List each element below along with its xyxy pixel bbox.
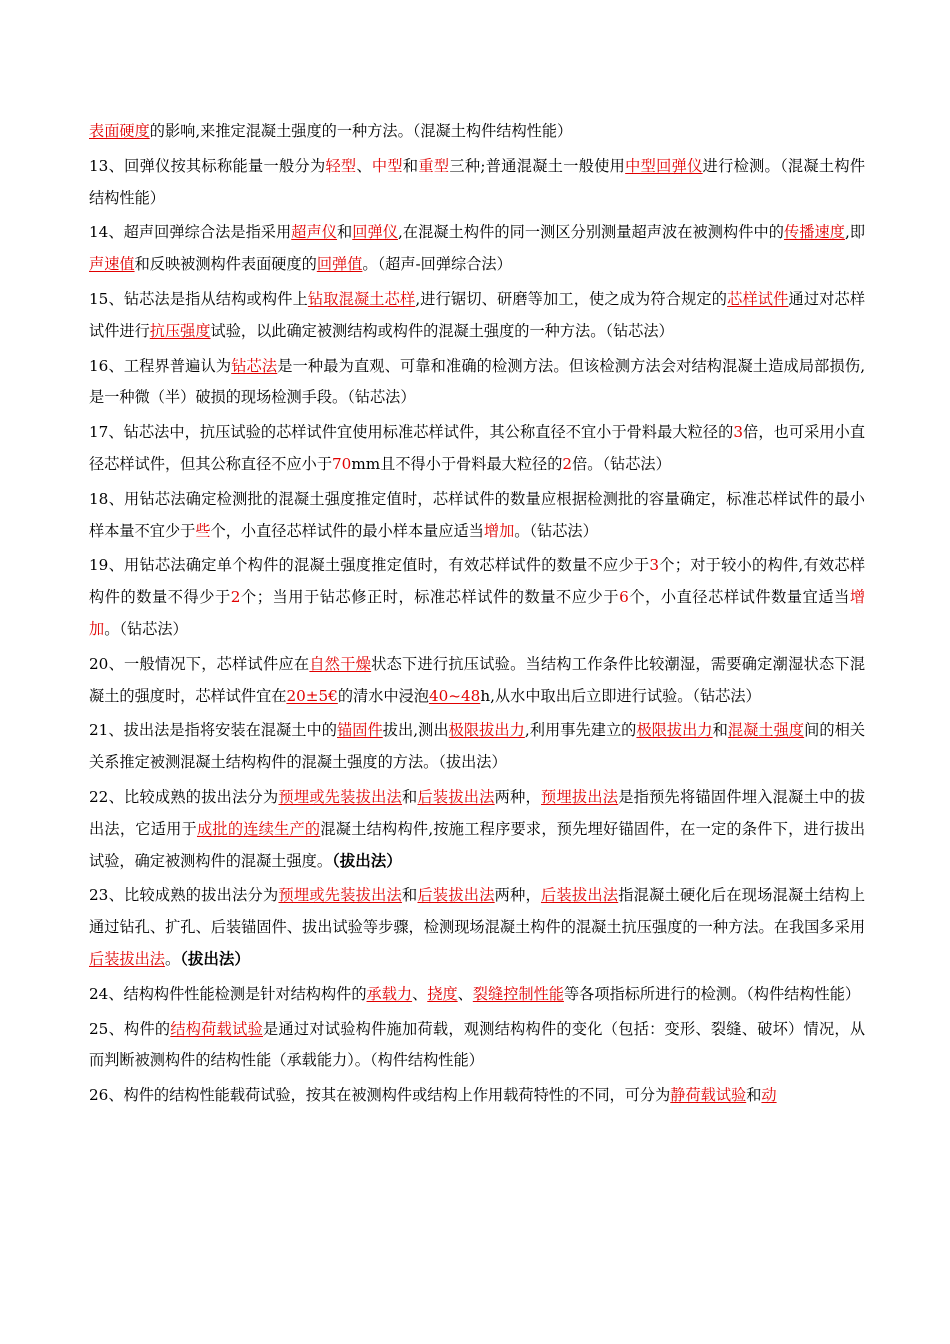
text-run: ,进行锯切、研磨等加工，使之成为符合规定的	[415, 289, 728, 308]
text-run: 的影响,来推定混凝土强度的一种方法。（混凝土构件结构性能）	[149, 122, 573, 140]
underlined-answer: 抗压强度	[149, 321, 211, 340]
underlined-answer: 中型回弹仪	[625, 156, 703, 175]
paragraph	[89, 880, 865, 975]
section-tag: （拔出法）	[180, 949, 250, 968]
underlined-answer: 锚固件	[337, 721, 383, 740]
text-run: 和	[402, 787, 418, 806]
text-run: 状态下进行抗压试验。当结构工作条件比较潮湿，需要确定潮湿状态下混凝土的强度时，芯样试件宜在	[89, 654, 866, 705]
underlined-answer: 极限拔出力	[636, 721, 713, 740]
text-run: 20、一般情况下，芯样试件应在	[89, 654, 310, 673]
text-run: 14、超声回弹综合法是指采用	[89, 223, 292, 242]
text-run: 。（钻芯法）	[104, 619, 188, 638]
highlighted-answer: 3	[649, 556, 660, 575]
highlighted-answer: 6	[619, 588, 629, 607]
text-run: 个；对于较小的构件,有效芯样构件的数量不得少于	[89, 556, 866, 607]
highlighted-answer: 2	[562, 454, 573, 473]
text-run: 和	[402, 886, 418, 905]
text-run: 指混凝土硬化后在现场混凝土结构上通过钻孔、扩孔、后装锚固件、拔出试验等步骤，检测现场混凝土构件的混凝土抗压强度的一种方法。在我国多采用	[89, 886, 866, 937]
underlined-answer: 预埋拔出法	[541, 787, 619, 806]
text-run: 。（钻芯法）	[514, 521, 598, 540]
text-run: 24、结构构件性能检测是针对结构构件的	[89, 984, 367, 1003]
text-run: 和	[402, 156, 419, 175]
text-run: 13、回弹仪按其标称能量一般分为	[89, 156, 326, 175]
text-run: 23、比较成熟的拔出法分为	[89, 886, 279, 905]
paragraph	[89, 351, 865, 415]
text-run: 倍。（钻芯法）	[572, 454, 671, 473]
text-run: 。（超声-回弹综合法）	[362, 255, 512, 274]
underlined-answer: 动	[761, 1086, 777, 1105]
paragraph	[89, 484, 865, 548]
text-run: 进行检测。（混凝土构件结构性能）	[89, 156, 866, 207]
highlighted-answer: 重型	[418, 156, 450, 175]
document-page	[89, 116, 865, 1115]
text-run: 等各项指标所进行的检测。（构件结构性能）	[563, 984, 861, 1003]
text-run: 三种;普通混凝土一般使用	[449, 156, 626, 175]
text-run: 混凝土结构构件,按施工程序要求，预先埋好锚固件，在一定的条件下，进行拔出试验，确定被测构件的混凝土强度。	[89, 819, 866, 870]
paragraph	[89, 649, 865, 713]
underlined-answer: 传播速度	[783, 223, 845, 242]
underlined-answer: 回弹仪	[352, 223, 399, 242]
highlighted-answer: 70	[332, 454, 352, 473]
text-run: 、	[356, 156, 372, 175]
text-run: mm且不得小于骨料最大粒径的	[351, 454, 563, 473]
underlined-answer: 预埋或先装拔出法	[278, 787, 402, 806]
text-run: 26、构件的结构性能载荷试验，按其在被测构件或结构上作用载荷特性的不同，可分为	[89, 1086, 671, 1105]
text-run: 两种，	[494, 886, 541, 905]
underlined-answer: 芯样试件	[727, 289, 789, 308]
text-run: 25、构件的	[89, 1019, 171, 1038]
underlined-answer: 混凝土强度	[727, 721, 805, 740]
text-run: 。	[164, 949, 181, 968]
highlighted-answer: 轻型	[325, 156, 357, 175]
underlined-answer: 钻取混凝土芯样	[307, 289, 416, 308]
underlined-answer: 裂缝控制性能	[472, 984, 564, 1003]
underlined-answer: 挠度	[427, 984, 458, 1003]
text-run: 和	[746, 1086, 762, 1105]
paragraph	[89, 116, 865, 148]
text-run: 和	[712, 721, 728, 740]
text-run: 17、钻芯法中，抗压试验的芯样试件宜使用标准芯样试件，其公称直径不宜小于骨料最大粒径的	[89, 423, 734, 442]
paragraph	[89, 550, 865, 645]
text-run: 拔出,测出	[382, 721, 449, 740]
text-run: 两种，	[494, 787, 541, 806]
text-run: 和反映被测构件表面硬度的	[134, 255, 317, 274]
text-run: 15、钻芯法是指从结构或构件上	[89, 289, 308, 308]
underlined-answer: 表面硬度	[89, 122, 150, 140]
underlined-answer: 静荷载试验	[670, 1086, 747, 1105]
text-run: ,在混凝土构件的同一测区分别测量超声波在被测构件中的	[398, 223, 784, 242]
text-run: 间的相关关系推定被测混凝土结构构件的混凝土强度的方法。（拔出法）	[89, 721, 866, 772]
underlined-answer: 极限拔出力	[448, 721, 525, 740]
underlined-answer: 自然干燥	[309, 654, 372, 673]
text-run: ,利用事先建立的	[524, 721, 637, 740]
text-run: ,即	[844, 223, 866, 242]
text-run: 个，小直径芯样试件的最小样本量应适当	[210, 521, 484, 540]
section-tag: （拔出法）	[332, 851, 402, 870]
text-run: 22、比较成熟的拔出法分为	[89, 787, 279, 806]
text-run: 21、拔出法是指将安装在混凝土中的	[89, 721, 338, 740]
underlined-answer: 声速值	[89, 255, 135, 274]
underlined-answer: 20±5€	[286, 686, 338, 705]
paragraph	[89, 1080, 865, 1112]
paragraph	[89, 284, 865, 348]
text-run: 16、工程界普遍认为	[89, 356, 232, 375]
underlined-answer: 40~48	[428, 686, 481, 705]
text-run: 试验，以此确定被测结构或构件的混凝土强度的一种方法。（钻芯法）	[210, 321, 674, 340]
paragraph	[89, 782, 865, 877]
text-run: 是一种最为直观、可靠和准确的检测方法。但该检测方法会对结构混凝土造成局部损伤,是一种微（半）破损的现场检测手段。（钻芯法）	[89, 356, 866, 407]
text-run: h,从水中取出后立即进行试验。（钻芯法）	[480, 686, 761, 705]
highlighted-answer: 增加	[483, 521, 515, 540]
paragraph	[89, 715, 865, 779]
text-run: 的清水中浸泡	[337, 686, 429, 705]
text-run: 19、用钻芯法确定单个构件的混凝土强度推定值时，有效芯样试件的数量不应少于	[89, 556, 650, 575]
text-run: 个；当用于钻芯修正时，标准芯样试件的数量不应少于	[240, 588, 620, 607]
underlined-answer: 承载力	[366, 984, 413, 1003]
highlighted-answer: 增加	[89, 588, 866, 638]
paragraph	[89, 151, 865, 215]
paragraph	[89, 217, 865, 281]
underlined-answer: 预埋或先装拔出法	[278, 886, 402, 905]
highlighted-answer: 2	[230, 588, 241, 607]
text-run: 通过对芯样试件进行	[89, 289, 866, 340]
text-run: 是指预先将锚固件埋入混凝土中的拔出法，它适用于	[89, 787, 866, 838]
highlighted-answer: 些	[195, 521, 211, 540]
underlined-answer: 后装拔出法	[417, 787, 495, 806]
underlined-answer: 结构荷载试验	[170, 1019, 264, 1038]
text-run: 是通过对试验构件施加荷载，观测结构构件的变化（包括：变形、裂缝、破坏）情况，从而判断被测构件的结构性能（承载能力）。（构件结构性能）	[89, 1019, 866, 1070]
paragraph	[89, 417, 865, 481]
underlined-answer: 超声仪	[291, 223, 338, 242]
underlined-answer: 回弹值	[316, 255, 363, 274]
paragraph	[89, 1014, 865, 1078]
underlined-answer: 成批的连续生产的	[196, 819, 321, 838]
paragraph	[89, 979, 865, 1011]
text-run: 、	[457, 984, 473, 1003]
underlined-answer: 后装拔出法	[541, 886, 619, 905]
highlighted-answer: 中型	[371, 156, 403, 175]
underlined-answer: 钻芯法	[231, 356, 278, 375]
text-run: 倍，也可采用小直径芯样试件，但其公称直径不应小于	[89, 423, 866, 473]
text-run: 和	[337, 223, 353, 242]
underlined-answer: 后装拔出法	[89, 949, 165, 968]
text-run: 、	[412, 984, 428, 1003]
text-run: 18、用钻芯法确定检测批的混凝土强度推定值时，芯样试件的数量应根据检测批的容量确定，标准芯样试件的最小样本量不宜少于	[89, 489, 865, 540]
text-run: 个，小直径芯样试件数量宜适当	[628, 588, 850, 607]
highlighted-answer: 3	[733, 423, 744, 442]
underlined-answer: 后装拔出法	[417, 886, 495, 905]
